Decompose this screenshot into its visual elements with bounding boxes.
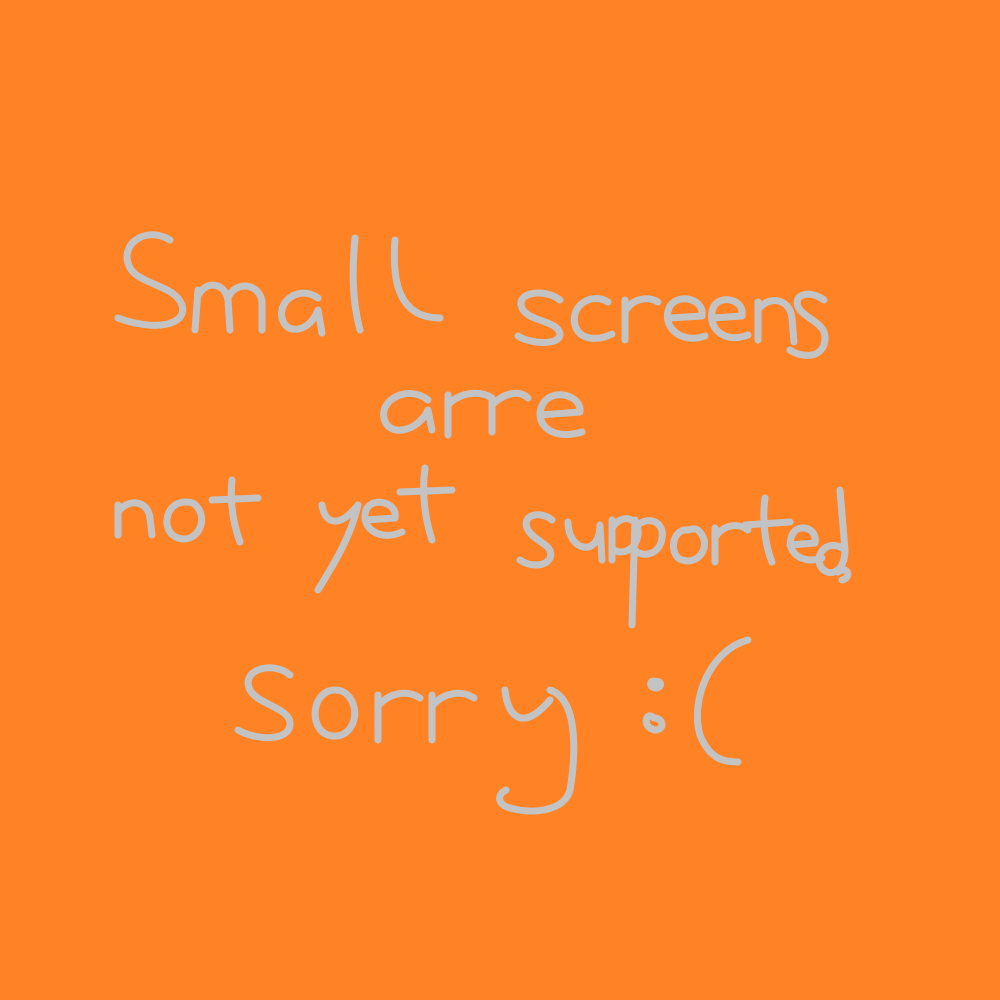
handwriting-line-are [384,393,582,435]
handwriting-line-small-screens [118,235,825,356]
handwriting-line-sorry [238,640,748,811]
handwriting-line-not-yet-supported [118,468,848,625]
